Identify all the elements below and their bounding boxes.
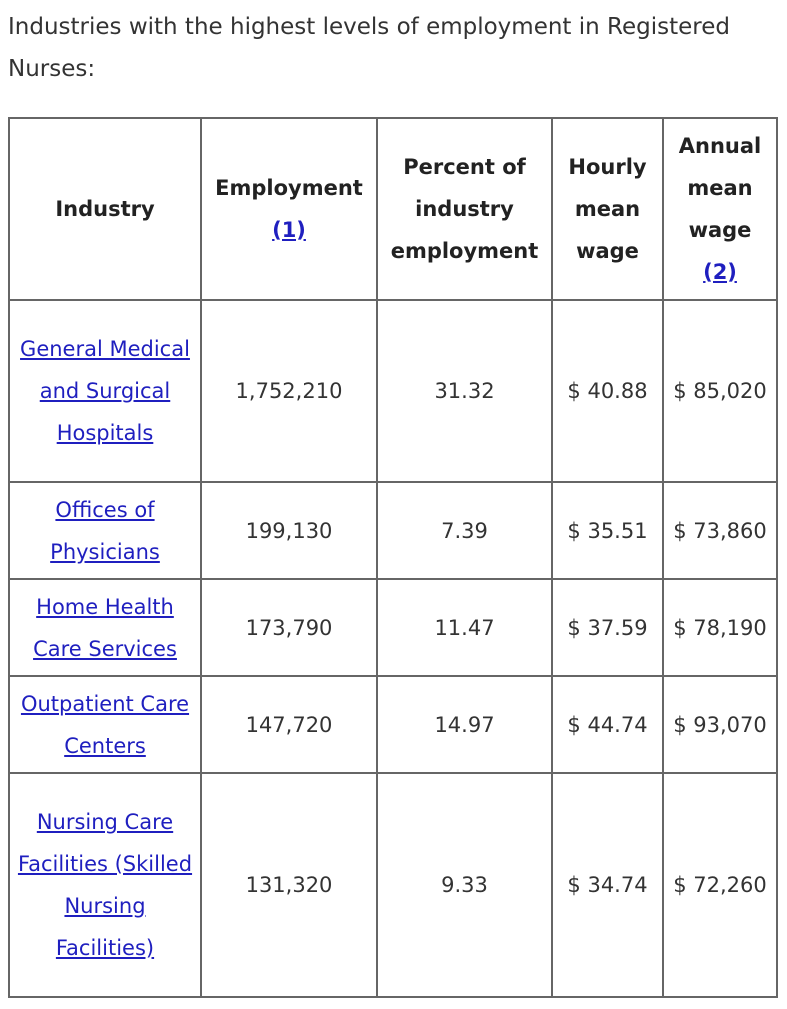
industry-cell <box>9 676 201 773</box>
hourly-wage-cell: $ 37.59 <box>552 579 663 676</box>
annual-wage-cell: $ 72,260 <box>663 773 777 997</box>
table-row <box>9 482 777 579</box>
industry-cell <box>9 482 201 579</box>
annual-wage-cell: $ 73,860 <box>663 482 777 579</box>
annual-wage-cell: $ 93,070 <box>663 676 777 773</box>
table-header-row <box>9 118 777 300</box>
hourly-wage-cell: $ 34.74 <box>552 773 663 997</box>
header-annual <box>663 118 777 300</box>
percent-cell: 11.47 <box>377 579 552 676</box>
hourly-wage-cell: $ 44.74 <box>552 676 663 773</box>
employment-cell: 1,752,210 <box>201 300 377 482</box>
employment-cell: 147,720 <box>201 676 377 773</box>
table-row <box>9 300 777 482</box>
header-annual-label: Annual mean wage <box>678 134 762 242</box>
employment-cell: 131,320 <box>201 773 377 997</box>
industry-link-home-health[interactable]: Home Health Care Services <box>33 594 177 661</box>
header-percent-label: Percent of industry employment <box>390 155 539 263</box>
industry-link-nursing-care[interactable]: Nursing Care Facilities (Skilled Nursing Facilities) <box>17 810 193 960</box>
industry-cell <box>9 300 201 482</box>
employment-cell: 199,130 <box>201 482 377 579</box>
industry-cell <box>9 579 201 676</box>
percent-cell: 9.33 <box>377 773 552 997</box>
employment-cell: 173,790 <box>201 579 377 676</box>
annual-wage-cell: $ 78,190 <box>663 579 777 676</box>
hourly-wage-cell: $ 35.51 <box>552 482 663 579</box>
hourly-wage-cell: $ 40.88 <box>552 300 663 482</box>
table-row <box>9 579 777 676</box>
table-row <box>9 676 777 773</box>
industry-link-outpatient-care[interactable]: Outpatient Care Centers <box>20 691 190 758</box>
header-employment-label: Employment <box>215 176 363 200</box>
employment-table <box>8 117 778 998</box>
annual-wage-cell: $ 85,020 <box>663 300 777 482</box>
header-percent <box>377 118 552 300</box>
intro-text: Industries with the highest levels of employment in Registered Nurses: <box>8 14 730 82</box>
industry-link-general-hospitals[interactable]: General Medical and Surgical Hospitals <box>20 337 190 445</box>
header-hourly <box>552 118 663 300</box>
industry-cell <box>9 773 201 997</box>
header-industry-label: Industry <box>55 197 155 221</box>
percent-cell: 31.32 <box>377 300 552 482</box>
table-row <box>9 773 777 997</box>
industry-link-offices-of-physicians[interactable]: Offices of Physicians <box>50 497 160 564</box>
header-hourly-label: Hourly mean wage <box>568 155 647 263</box>
header-employment <box>201 118 377 300</box>
employment-footnote-link[interactable]: (1) <box>272 218 306 242</box>
percent-cell: 14.97 <box>377 676 552 773</box>
annual-footnote-link[interactable]: (2) <box>703 260 737 284</box>
header-industry <box>9 118 201 300</box>
percent-cell: 7.39 <box>377 482 552 579</box>
